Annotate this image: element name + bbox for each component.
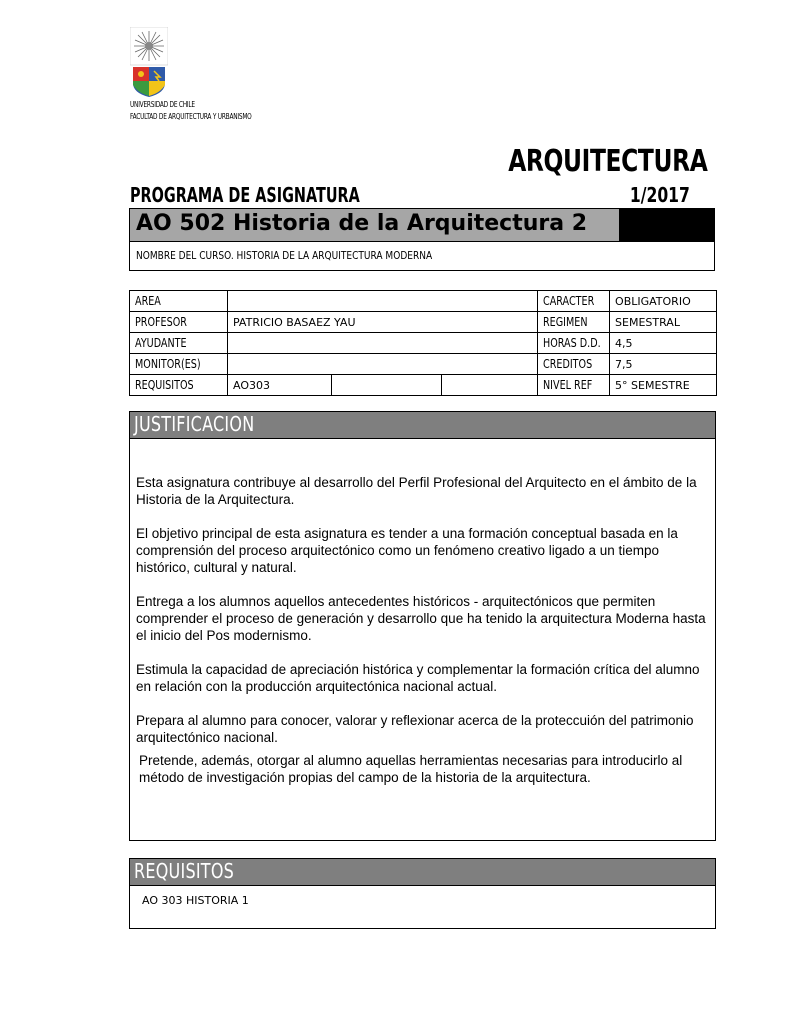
course-title-box	[129, 208, 715, 271]
info-row-requisitos	[130, 375, 717, 396]
area-label: AREA	[130, 291, 228, 312]
justificacion-body	[136, 474, 708, 786]
requisitos-extra-cell	[442, 375, 538, 396]
justificacion-paragraph: Prepara al alumno para conocer, valorar y reflexionar acerca de la proteccuión del patrimonio arquitectónico nacional.	[136, 713, 694, 745]
justificacion-paragraph: El objetivo principal de esta asignatura es tender a una formación conceptual basada en la comprensión del proceso arquitectónico como un fenómeno creativo ligado a un tiempo histórico, cultural y natural.	[136, 526, 678, 575]
requisitos-value: AO303	[228, 375, 332, 396]
regimen-value: SEMESTRAL	[610, 312, 717, 333]
requisitos-text: AO 303 HISTORIA 1	[142, 894, 249, 907]
requisitos-heading: REQUISITOS	[134, 859, 235, 883]
regimen-label: REGIMEN	[538, 312, 610, 333]
period-label: 1/2017	[630, 183, 690, 207]
ayudante-label: AYUDANTE	[130, 333, 228, 354]
monitor-value	[228, 354, 538, 375]
info-row-profesor	[130, 312, 717, 333]
monitor-label: MONITOR(ES)	[130, 354, 228, 375]
course-code-title: AO 502 Historia de la Arquitectura 2	[136, 211, 588, 236]
caracter-label: CARACTER	[538, 291, 610, 312]
nivel-label: NIVEL REF	[538, 375, 610, 396]
university-name: UNIVERSIDAD DE CHILE	[130, 100, 195, 109]
justificacion-paragraph: Esta asignatura contribuye al desarrollo del Perfil Profesional del Arquitecto en el ámbito de la Historia de la Arquitectura.	[136, 475, 697, 507]
requisitos-extra-cell	[332, 375, 442, 396]
profesor-value: PATRICIO BASAEZ YAU	[228, 312, 538, 333]
justificacion-heading: JUSTIFICACION	[134, 412, 255, 436]
faculty-name: FACULTAD DE ARQUITECTURA Y URBANISMO	[130, 112, 252, 121]
justificacion-section	[129, 411, 716, 841]
university-crest-logo	[130, 27, 168, 97]
career-title: ARQUITECTURA	[507, 144, 707, 179]
course-title-band	[130, 209, 620, 242]
program-label: PROGRAMA DE ASIGNATURA	[130, 183, 360, 207]
justificacion-paragraph: Estimula la capacidad de apreciación histórica y complementar la formación crítica del alumno en relación con la producción arquitectónica nacional actual.	[136, 662, 700, 694]
info-row-ayudante	[130, 333, 717, 354]
course-name-line: NOMBRE DEL CURSO. HISTORIA DE LA ARQUITECTURA MODERNA	[136, 249, 433, 262]
creditos-value: 7,5	[610, 354, 717, 375]
info-row-area	[130, 291, 717, 312]
requisitos-header	[130, 859, 715, 886]
justificacion-paragraph: Entrega a los alumnos aquellos antecedentes históricos - arquitectónicos que permiten comprender el proceso de generación y desarrollo que ha tenido la arquitectura Moderna hasta el inicio del Pos modernismo.	[136, 594, 706, 643]
title-black-block	[620, 209, 714, 242]
horas-value: 4,5	[610, 333, 717, 354]
requisitos-section	[129, 858, 716, 929]
caracter-value: OBLIGATORIO	[610, 291, 717, 312]
nivel-value: 5° SEMESTRE	[610, 375, 717, 396]
profesor-label: PROFESOR	[130, 312, 228, 333]
requisitos-label: REQUISITOS	[130, 375, 228, 396]
creditos-label: CREDITOS	[538, 354, 610, 375]
horas-label: HORAS D.D.	[538, 333, 610, 354]
justificacion-paragraph: Pretende, además, otorgar al alumno aquellas herramientas necesarias para introducirlo al método de investigación propias del campo de la historia de la arquitectura.	[139, 753, 683, 785]
area-value	[228, 291, 538, 312]
justificacion-header	[130, 412, 715, 439]
ayudante-value	[228, 333, 538, 354]
info-row-monitor	[130, 354, 717, 375]
course-info-table	[129, 290, 717, 396]
